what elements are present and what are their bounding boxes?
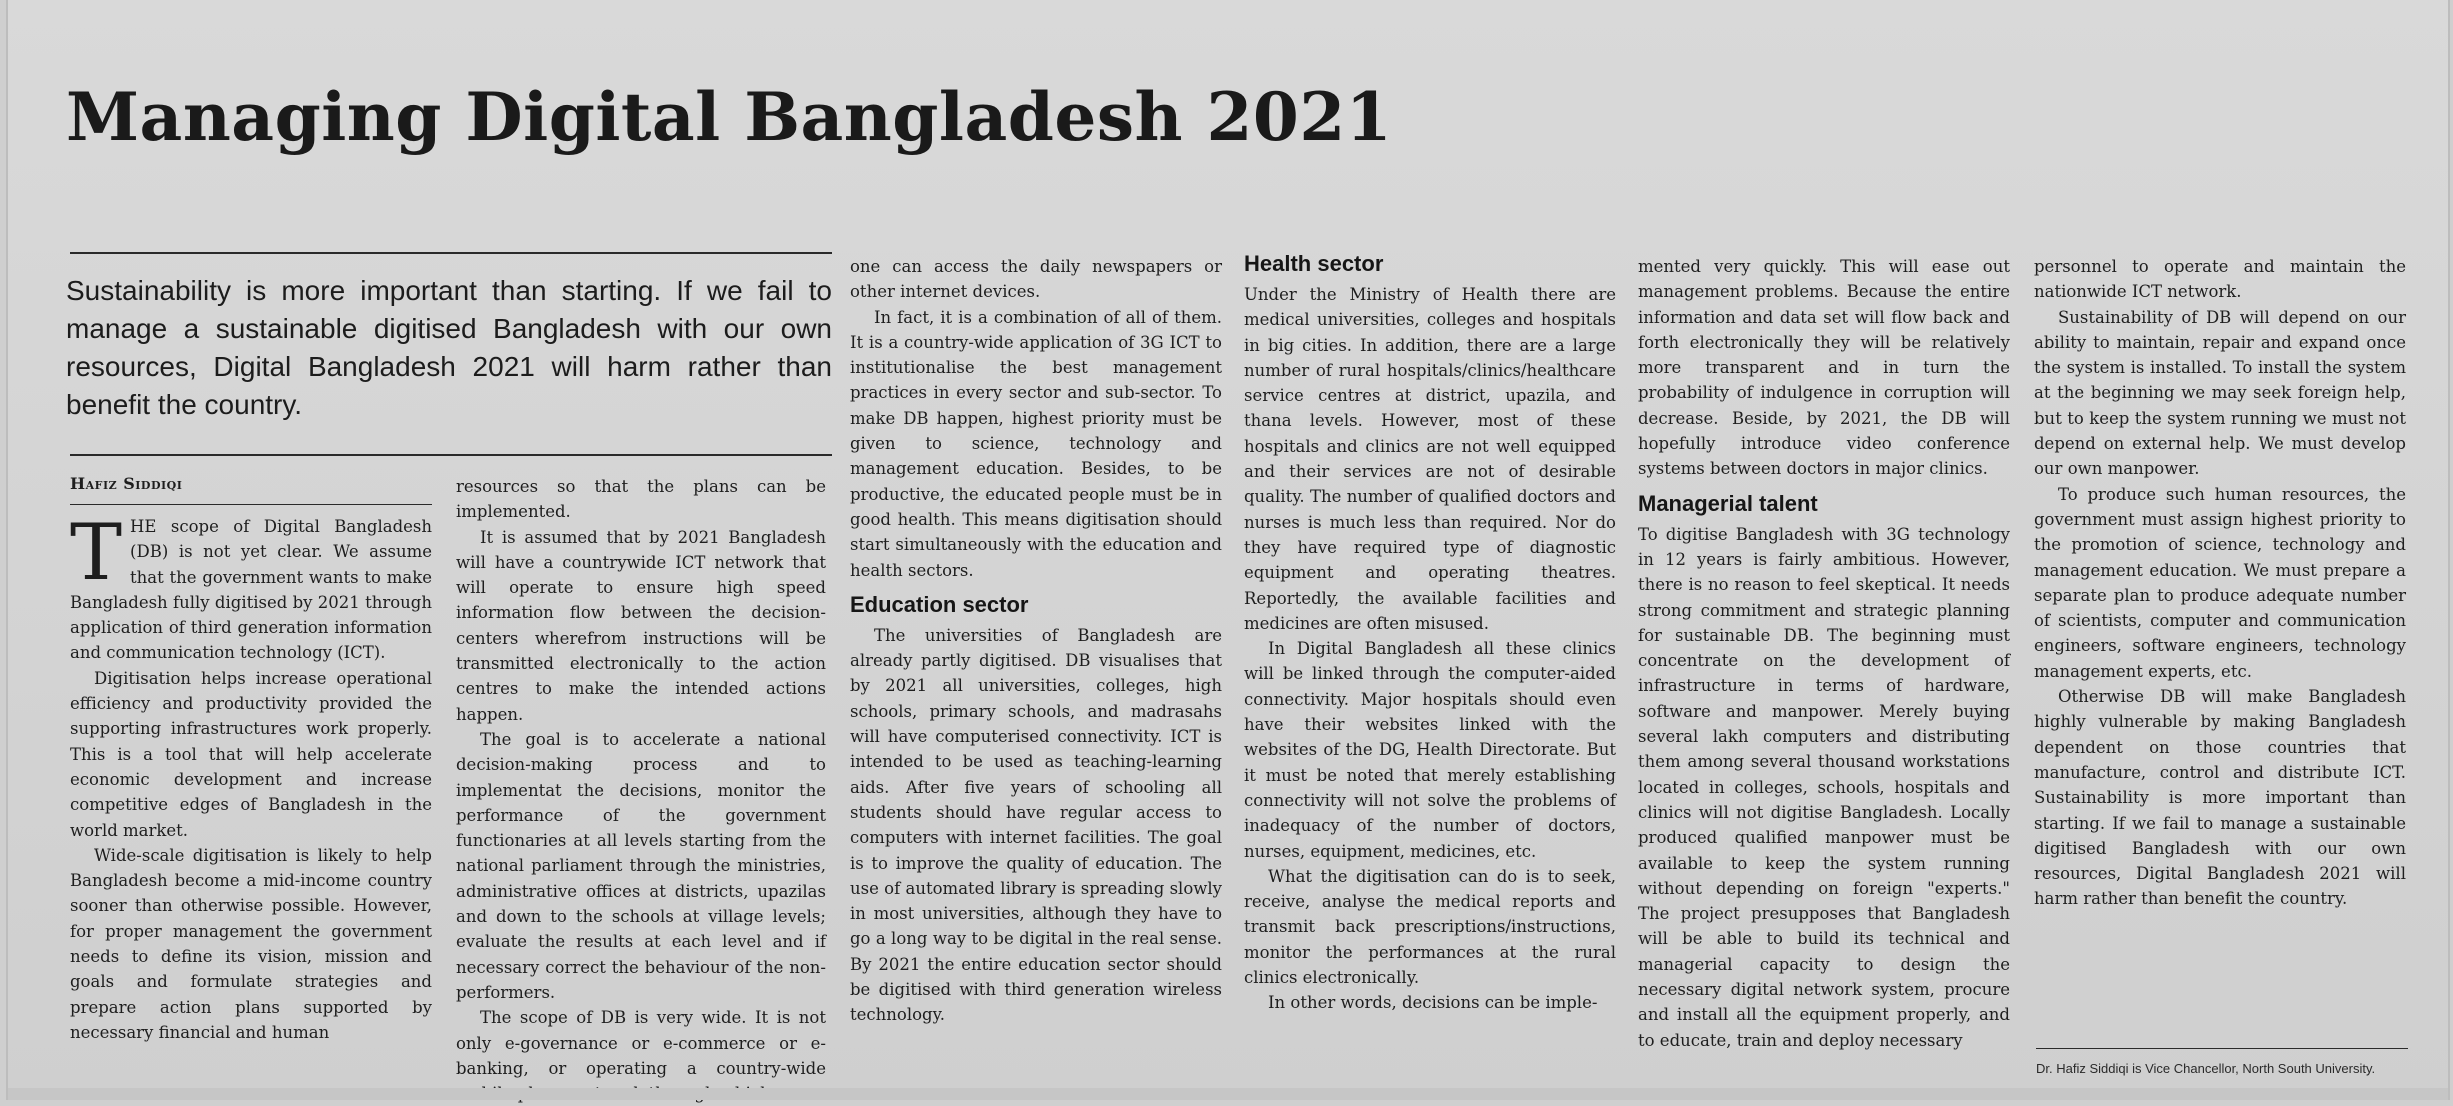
article-column-4 bbox=[1244, 250, 1616, 1074]
paragraph bbox=[70, 508, 432, 666]
paragraph: mented very quickly. This will ease out management problems. Because the entire information and data set will flow back and forth electronically they will be relatively more transparent and in turn the probability of indulgence in corruption will decrease. Beside, by 2021, the DB will hopefully introduce video conference systems between doctors in major clinics. bbox=[1638, 257, 2010, 479]
paragraph: The universities of Bangladesh are already partly digitised. DB visualises that by 2021 all universities, colleges, high schools, primary schools, and madrasahs will have computerised connectivity. ICT is intended to be used as teaching-learning aids. After five years of schooling all students should have regular access to computers with internet facilities. The goal is to improve the quality of education. The use of automated library is spreading slowly in most universities, although they have to go a long way to be digital in the real sense. By 2021 the entire education sector should be digitised with third generation wireless technology. bbox=[850, 625, 1222, 1025]
paragraph: The scope of DB is very wide. It is not only e-governance or e-commerce or e-banking, or operating a country-wide bbox=[456, 1008, 826, 1078]
paragraph: The goal is to accelerate a national decision-making process and to implementat the decisions, monitor the performance of the government functionaries at all levels starting from the national parliament through the ministries, administrative offices at districts, upazilas and down to the schools at village levels; evaluate the results at each level and if necessary correct the behaviour of the non-performers. bbox=[456, 729, 826, 1002]
paragraph: To digitise Bangladesh with 3G technology in 12 years is fairly ambitious. However, there is no reason to feel skeptical. It needs strong commitment and strategic planning for sustainable DB. The beginning must concentrate on the development of infrastructure in terms of hardware, software and manpower. Merely buying several lakh computers and distributing them among several thousand workstations located in colleges, schools, hospitals and clinics will not digitise Bangladesh. Locally produced qualified manpower must be available to keep the system running without depending on foreign "experts." The project presupposes that Bangladesh will be able to build its technical and managerial capacity to design the necessary digital network system, procure and install all the equipment properly, and to educate, train and deploy necessary bbox=[1638, 524, 2010, 1050]
article-column-2 bbox=[456, 474, 826, 1078]
newspaper-page bbox=[6, 0, 2450, 1100]
paragraph: resources so that the plans can be implemented. bbox=[456, 477, 826, 522]
subheading-education-sector: Education sector bbox=[850, 591, 1029, 617]
paragraph: In fact, it is a combination of all of them. It is a country-wide application of 3G ICT to institutionalise the best management practices in every sector and sub-sector. To make DB happen, highest priority must be given to science, technology and management education. Besides, to be productive, the educated people must be in good health. This means digitisation should start simultaneously with the education and health sectors. bbox=[850, 307, 1222, 580]
paragraph-text: HE scope of Digital Bangladesh (DB) is not yet clear. We assume that the government wants to make Bangladesh fully digitised by 2021 through application of third generation information and communication technology (ICT). bbox=[70, 517, 432, 663]
author-footnote: Dr. Hafiz Siddiqi is Vice Chancellor, North South University. bbox=[2036, 1061, 2376, 1076]
subheading-managerial-talent: Managerial talent bbox=[1638, 490, 1818, 516]
paragraph: In Digital Bangladesh all these clinics will be linked through the computer-aided connectivity. Major hospitals should even have their websites linked with the websites of the DG, Health Directorate. But it must be noted that merely establishing connectivity will not solve the problems of inadequacy of the number of doctors, nurses, equipment, medicines, etc. bbox=[1244, 639, 1616, 861]
paragraph: It is assumed that by 2021 Bangladesh will have a countrywide ICT network that will operate to ensure high speed information flow between the decision- centers wherefrom instructions will be transmitted electronically to the action centres to make the intended actions happen. bbox=[456, 527, 826, 724]
standfirst-bottom-rule bbox=[70, 454, 832, 456]
drop-cap: T bbox=[70, 508, 123, 598]
article-headline: Managing Digital Bangladesh 2021 bbox=[66, 78, 1393, 156]
article-standfirst: Sustainability is more important than starting. If we fail to manage a sustainable digitised Bangladesh with our own resources, Digital Bangladesh 2021 will harm rather than benefit the country. bbox=[66, 275, 832, 420]
paragraph: In other words, decisions can be imple- bbox=[1268, 993, 1598, 1013]
paragraph: Wide-scale digitisation is likely to help Bangladesh become a mid-income country sooner than otherwise possible. However, for proper management the government needs to define its vision, mission and goals and formulate strategies and prepare action plans supported by necessary financial and human bbox=[70, 845, 432, 1042]
paragraph: personnel to operate and maintain the nationwide ICT network. bbox=[2034, 257, 2406, 302]
article-column-1 bbox=[70, 508, 432, 1074]
paragraph: Digitisation helps increase operational efficiency and productivity provided the supporting infrastructures work properly. This is a tool that will help accelerate economic development and increase competitive edges of Bangladesh in the world market. bbox=[70, 668, 432, 840]
article-column-6 bbox=[2034, 254, 2406, 1044]
article-byline: Hafiz Siddiqi bbox=[70, 474, 183, 493]
paragraph: Otherwise DB will make Bangladesh highly vulnerable by making Bangladesh dependent on those countries that manufacture, control and distribute ICT. Sustainability is more important than starting. If we fail to manage a sustainable digitised Bangladesh with our own resources, Digital Bangladesh 2021 will harm rather than benefit the country. bbox=[2034, 687, 2406, 909]
article-column-3 bbox=[850, 254, 1222, 1074]
paragraph: To produce such human resources, the government must assign highest priority to the promotion of science, technology and management education. We must prepare a separate plan to produce adequate number of scientists, computer and communication engineers, software engineers, technology management experts, etc. bbox=[2034, 484, 2406, 681]
byline-rule bbox=[70, 504, 432, 505]
paragraph: Sustainability of DB will depend on our ability to maintain, repair and expand once the system is installed. To install the system at the beginning we may seek foreign help, but to keep the system running we must not depend on external help. We must develop our own manpower. bbox=[2034, 307, 2406, 479]
subheading-health-sector: Health sector bbox=[1244, 251, 1384, 276]
article-column-5 bbox=[1638, 254, 2010, 1074]
paragraph: one can access the daily newspapers or other internet devices. bbox=[850, 257, 1222, 302]
page-bottom-edge bbox=[8, 1088, 2448, 1100]
paragraph: What the digitisation can do is to seek, receive, analyse the medical reports and transmit back prescriptions/instructions, monitor the performances at the rural clinics electronically. bbox=[1244, 866, 1616, 988]
standfirst-top-rule bbox=[70, 252, 832, 254]
paragraph: Under the Ministry of Health there are medical universities, colleges and hospitals in big cities. In addition, there are a large number of rural hospitals/clinics/healthcare service centres at district, upazila, and thana levels. However, most of these hospitals and clinics are not well equipped and their services are not of desirable quality. The number of qualified doctors and nurses is much less than required. Nor do they have required type of diagnostic equipment and operating theatres. Reportedly, the available facilities and medicines are often misused. bbox=[1244, 285, 1616, 633]
footnote-rule bbox=[2036, 1048, 2408, 1049]
